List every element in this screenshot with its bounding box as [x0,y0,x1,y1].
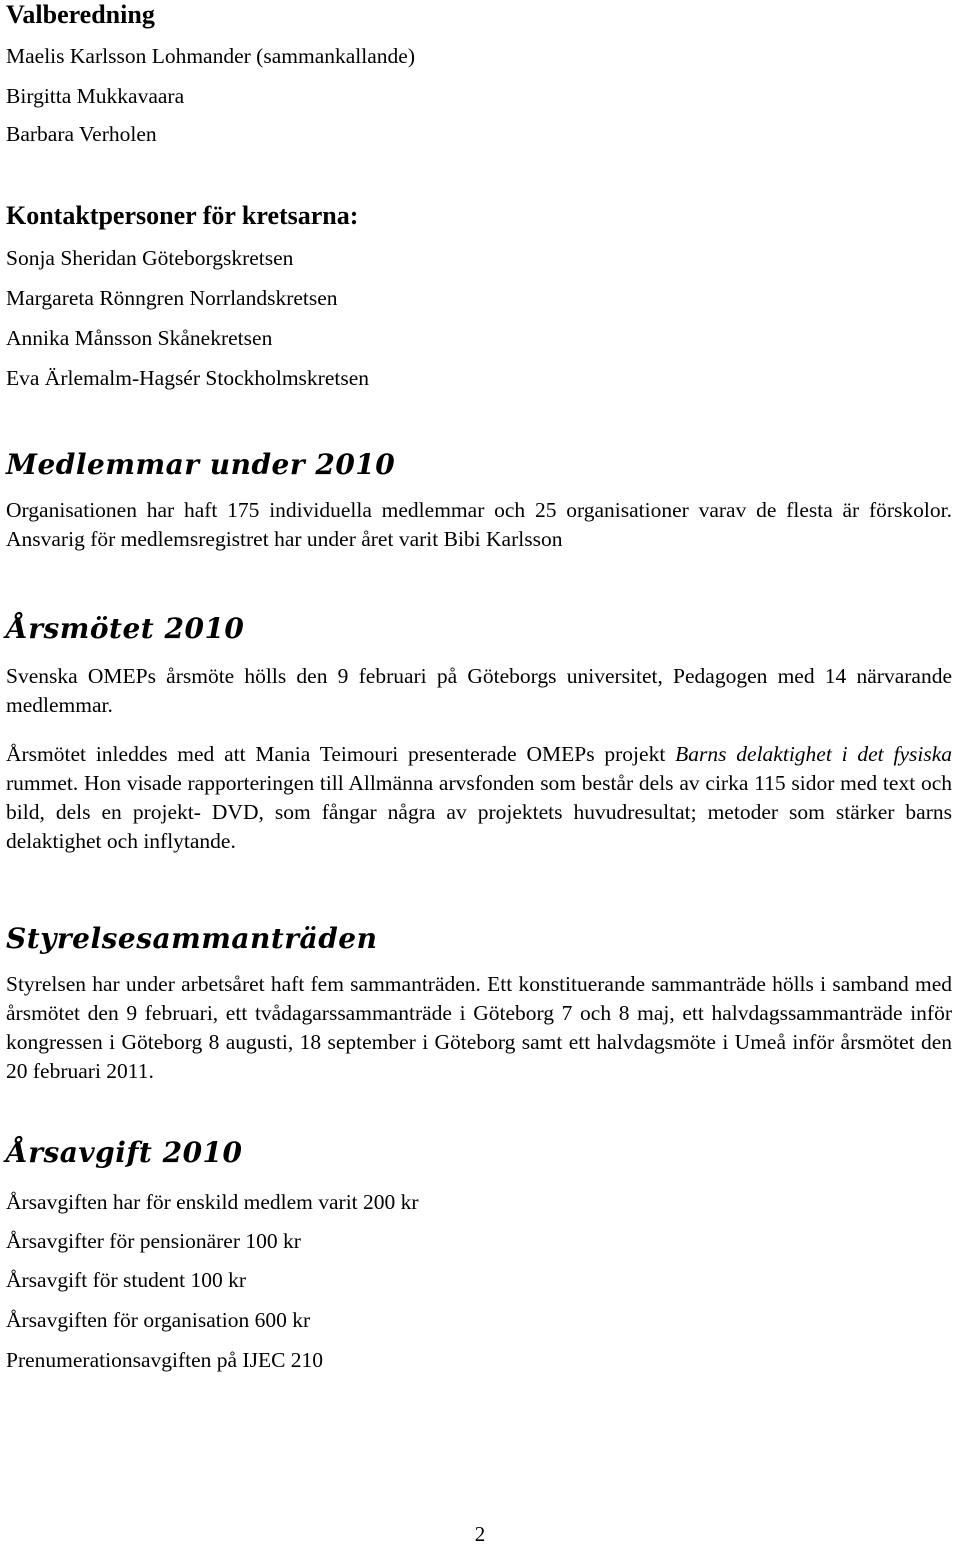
fee-line: Årsavgifter för pensionärer 100 kr [6,1229,301,1253]
page-number: 2 [474,1522,486,1546]
fee-line: Årsavgiften för organisation 600 kr [6,1308,311,1332]
fee-line: Årsavgiften har för enskild medlem varit 200 kr [6,1190,419,1214]
member-line: Birgitta Mukkavaara [6,84,185,108]
section-heading-kontaktpersoner: Kontaktpersoner för kretsarna: [6,201,359,230]
member-line: Barbara Verholen [6,122,157,146]
arsmotet-p2-text: Årsmötet inleddes med att Mania Teimouri presenterade OMEPs projekt [6,742,676,766]
contact-line: Annika Månsson Skånekretsen [6,326,273,350]
fee-line: Prenumerationsavgiften på IJEC 210 [6,1348,324,1372]
arsmotet-paragraph-2 [6,740,952,856]
fee-line: Årsavgift för student 100 kr [6,1268,247,1292]
section-heading-arsmotet: Årsmötet 2010 [6,612,245,645]
contact-line: Sonja Sheridan Göteborgskretsen [6,246,294,270]
project-title: Barns delaktighet i det fysiska [675,742,952,766]
arsmotet-paragraph-1: Svenska OMEPs årsmöte hölls den 9 februari på Göteborgs universitet, Pedagogen med 14 närvarande medlemmar. [6,664,952,717]
styrelse-paragraph: Styrelsen har under arbetsåret haft fem sammanträden. Ett konstituerande sammanträde hölls i samband med årsmötet den 9 februari, ett tvådagarssammanträde i Göteborg 7 och 8 maj, ett halvdagssammanträde inför kongressen i Göteborg 8 augusti, 18 september i Göteborg samt ett halvdagsmöte i Umeå inför årsmötet den 20 februari 2011. [6,972,952,1083]
contact-line: Margareta Rönngren Norrlandskretsen [6,286,338,310]
contact-line: Eva Ärlemalm-Hagsér Stockholmskretsen [6,366,370,390]
section-heading-medlemmar: Medlemmar under 2010 [6,448,396,481]
section-heading-valberedning: Valberedning [6,0,155,29]
medlemmar-paragraph: Organisationen har haft 175 individuella medlemmar och 25 organisationer varav de flesta är förskolor. Ansvarig för medlemsregistret har under året varit Bibi Karlsson [6,498,952,551]
member-line: Maelis Karlsson Lohmander (sammankallande) [6,44,415,68]
arsmotet-p2-text: rummet. Hon visade rapporteringen till Allmänna arvsfonden som består dels av cirka 115 sidor med text och bild, dels en projekt- DVD, som fångar några av projektets huvudresultat; metoder som stärker barns delaktighet och inflytande. [6,771,952,853]
section-heading-arsavgift: Årsavgift 2010 [6,1136,243,1169]
section-heading-styrelse: Styrelsesammanträden [6,922,378,955]
